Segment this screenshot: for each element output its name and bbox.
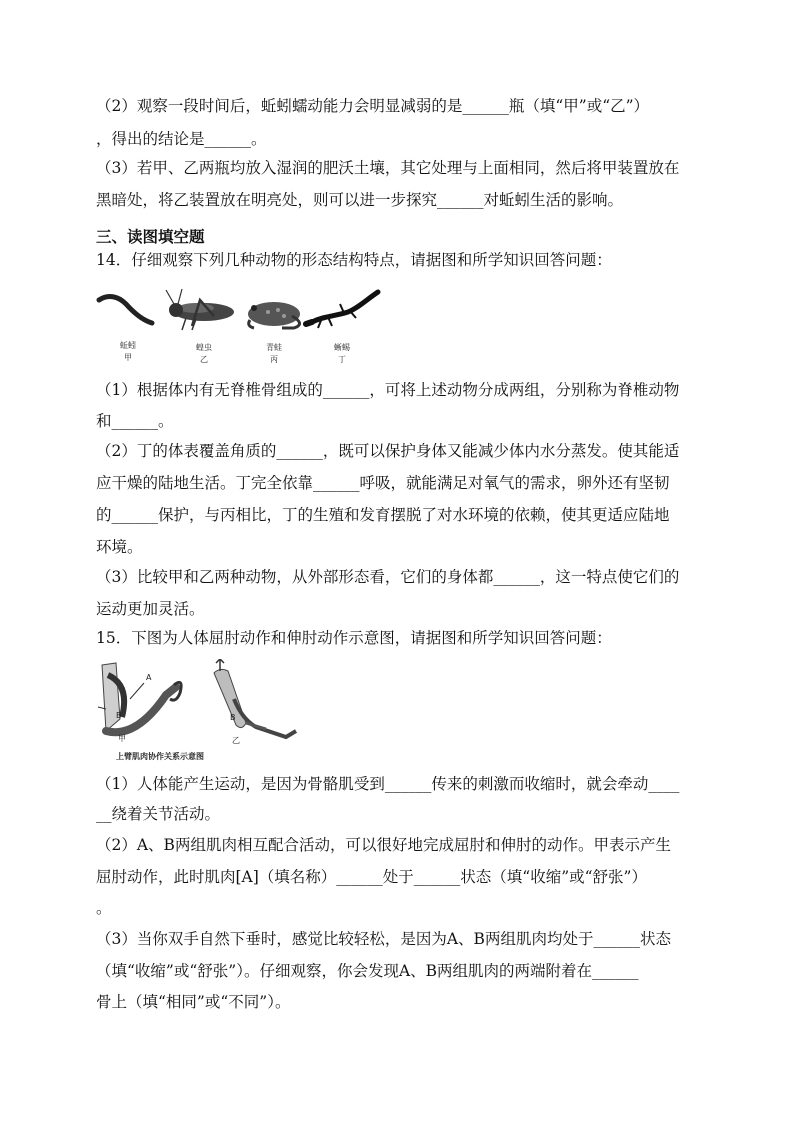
animal-name-bing: 青蛙 (266, 343, 282, 352)
frog-drawing (248, 302, 300, 328)
q14-part2-line1: （2）丁的体表覆盖角质的______，既可以保护身体又能减少体内水分蒸发。使其能适 (96, 442, 680, 460)
animal-label-jia: 甲 (124, 353, 132, 362)
q15-part3-line2: （填“收缩”或“舒张”）。仔细观察，你会发现A、B两组肌肉的两端附着在______ (96, 962, 639, 980)
animal-label-ding: 丁 (338, 355, 346, 364)
extended-arm-drawing (214, 659, 296, 737)
flexed-arm-drawing (98, 663, 181, 732)
q15-part1-line2: __绕着关节活动。 (96, 805, 221, 823)
label-yi: 乙 (232, 736, 240, 745)
q14-stem: 14．仔细观察下列几种动物的形态结构特点，请据图和所学知识回答问题： (96, 251, 612, 269)
animal-name-yi: 蝗虫 (196, 343, 212, 352)
animal-label-bing: 丙 (270, 355, 278, 364)
q14-part2-line4: 环境。 (96, 538, 143, 556)
arm-muscles-figure (96, 659, 304, 763)
q13-part3-line1: （3）若甲、乙两瓶均放入湿润的肥沃土壤，其它处理与上面相同，然后将甲装置放在 (96, 159, 680, 177)
q15-part3-line1: （3）当你双手自然下垂时，感觉比较轻松，是因为A、B两组肌肉均处于______状态 (96, 930, 671, 948)
q15-part2-line3: 。 (96, 899, 112, 917)
q14-part2-line3: 的______保护，与丙相比，丁的生殖和发育摆脱了对水环境的依赖，使其更适应陆地 (96, 506, 670, 524)
label-muscle-a: A (146, 673, 152, 682)
q15-stem: 15．下图为人体屈肘动作和伸肘动作示意图，请据图和所学知识回答问题： (96, 629, 612, 647)
figure-caption: 上臂肌肉协作关系示意图 (116, 752, 204, 761)
q14-part3-line2: 运动更加灵活。 (96, 600, 205, 618)
q14-part2-line2: 应干燥的陆地生活。丁完全依靠______呼吸，就能满足对氧气的需求，卵外还有坚韧 (96, 474, 670, 492)
label-jia: 甲 (118, 734, 126, 743)
q14-part1-line2: 和______。 (96, 412, 174, 430)
animal-name-jia: 蚯蚓 (120, 341, 136, 350)
arm-muscles-illustration (96, 659, 304, 763)
animal-label-yi: 乙 (200, 355, 208, 364)
q13-part2-line2: ，得出的结论是______。 (96, 130, 267, 148)
q13-part3-line2: 黑暗处，将乙装置放在明亮处，则可以进一步探究______对蚯蚓生活的影响。 (96, 191, 624, 209)
animal-name-ding: 蜥蜴 (334, 343, 350, 352)
label-muscle-b-right: B (230, 713, 236, 722)
animals-figure (96, 286, 386, 370)
lizard-drawing (306, 292, 378, 328)
q15-part2-line1: （2）A、B两组肌肉相互配合活动，可以很好地完成屈肘和伸肘的动作。甲表示产生 (96, 836, 671, 854)
q15-part3-line3: 骨上（填“相同”或“不同”）。 (96, 993, 291, 1011)
q15-part1-line1: （1）人体能产生运动，是因为骨骼肌受到______传来的刺激而收缩时，就会牵动____ (96, 775, 680, 793)
grasshopper-drawing (166, 289, 234, 330)
q15-part2-line2: 屈肘动作，此时肌肉[A]（填名称）______处于______状态（填“收缩”或“舒张”） (96, 868, 647, 886)
earthworm-drawing (99, 297, 152, 323)
q14-part3-line1: （3）比较甲和乙两种动物，从外部形态看，它们的身体都______，这一特点使它们的 (96, 568, 680, 586)
q13-part2-line1: （2）观察一段时间后，蚯蚓蠕动能力会明显减弱的是______瓶（填“甲”或“乙”） (96, 97, 650, 115)
section-heading: 三、读图填空题 (96, 227, 205, 246)
q14-part1-line1: （1）根据体内有无脊椎骨组成的______，可将上述动物分成两组，分别称为脊椎动物 (96, 381, 680, 399)
label-muscle-b-left: B (116, 711, 122, 720)
